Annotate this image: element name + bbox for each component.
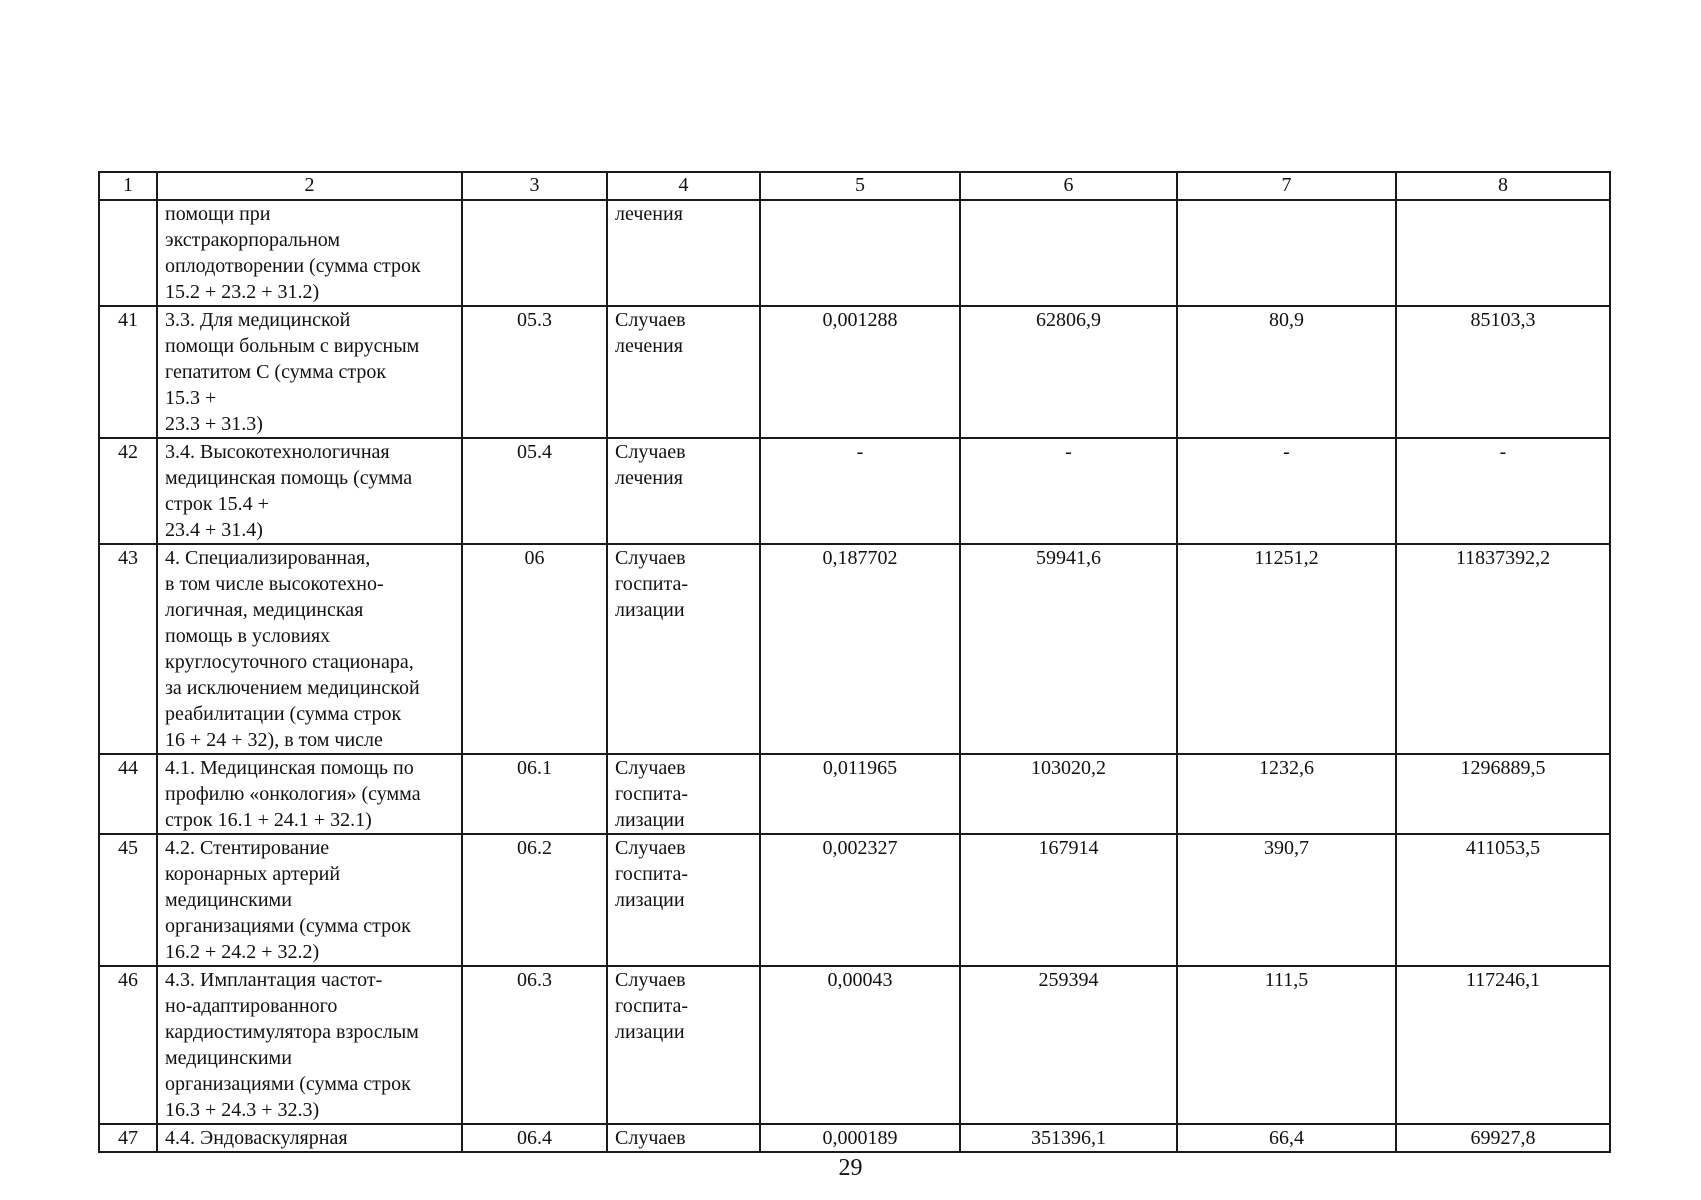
indicator-name-cell: 3.3. Для медицинской помощи больным с вирусным гепатитом С (сумма строк 15.3 + 23.3 + 31.3) xyxy=(157,306,462,438)
value-cell-col7: 1232,6 xyxy=(1177,754,1396,834)
indicator-name-cell: 4.1. Медицинская помощь по профилю «онкология» (сумма строк 16.1 + 24.1 + 32.1) xyxy=(157,754,462,834)
value-cell-col6: 167914 xyxy=(960,834,1177,966)
row-number-cell xyxy=(99,200,157,306)
row-number-cell: 42 xyxy=(99,438,157,544)
value-cell-col8: 411053,5 xyxy=(1396,834,1610,966)
unit-cell: Случаев госпита- лизации xyxy=(607,544,760,754)
header-cell-4: 4 xyxy=(607,172,760,200)
table-row xyxy=(99,754,1610,834)
value-cell-col8: - xyxy=(1396,438,1610,544)
value-cell-col5 xyxy=(760,200,960,306)
row-code-cell: 05.4 xyxy=(462,438,607,544)
header-cell-2: 2 xyxy=(157,172,462,200)
indicator-name-cell: 4. Специализированная, в том числе высокотехно- логичная, медицинская помощь в условиях круглосуточного стационара, за исключением медицинской реабилитации (сумма строк 16 + 24 + 32), в том числе xyxy=(157,544,462,754)
table-row xyxy=(99,438,1610,544)
page-number: 29 xyxy=(838,1155,863,1181)
value-cell-col5: 0,001288 xyxy=(760,306,960,438)
value-cell-col6: 62806,9 xyxy=(960,306,1177,438)
unit-cell: Случаев госпита- лизации xyxy=(607,754,760,834)
header-cell-8: 8 xyxy=(1396,172,1610,200)
value-cell-col6: 259394 xyxy=(960,966,1177,1124)
table-row xyxy=(99,966,1610,1124)
value-cell-col5: 0,002327 xyxy=(760,834,960,966)
value-cell-col5: 0,187702 xyxy=(760,544,960,754)
value-cell-col7: 111,5 xyxy=(1177,966,1396,1124)
value-cell-col6: - xyxy=(960,438,1177,544)
document-sheet xyxy=(98,171,1609,1153)
value-cell-col6: 103020,2 xyxy=(960,754,1177,834)
row-code-cell: 06.1 xyxy=(462,754,607,834)
column-number-header-row xyxy=(99,172,1610,200)
value-cell-col7: 66,4 xyxy=(1177,1124,1396,1152)
row-number-cell: 45 xyxy=(99,834,157,966)
table-row xyxy=(99,834,1610,966)
value-cell-col7: 80,9 xyxy=(1177,306,1396,438)
indicator-name-cell: 4.2. Стентирование коронарных артерий медицинскими организациями (сумма строк 16.2 + 24.2 + 32.2) xyxy=(157,834,462,966)
value-cell-col8 xyxy=(1396,200,1610,306)
indicator-name-cell: 3.4. Высокотехнологичная медицинская помощь (сумма строк 15.4 + 23.4 + 31.4) xyxy=(157,438,462,544)
row-code-cell: 05.3 xyxy=(462,306,607,438)
value-cell-col7 xyxy=(1177,200,1396,306)
row-code-cell: 06.2 xyxy=(462,834,607,966)
header-cell-6: 6 xyxy=(960,172,1177,200)
unit-cell: Случаев xyxy=(607,1124,760,1152)
value-cell-col8: 1296889,5 xyxy=(1396,754,1610,834)
value-cell-col7: 11251,2 xyxy=(1177,544,1396,754)
unit-cell: Случаев госпита- лизации xyxy=(607,834,760,966)
value-cell-col7: 390,7 xyxy=(1177,834,1396,966)
row-code-cell: 06.3 xyxy=(462,966,607,1124)
row-number-cell: 46 xyxy=(99,966,157,1124)
row-number-cell: 43 xyxy=(99,544,157,754)
value-cell-col5: 0,00043 xyxy=(760,966,960,1124)
row-number-cell: 47 xyxy=(99,1124,157,1152)
table-row xyxy=(99,544,1610,754)
header-cell-3: 3 xyxy=(462,172,607,200)
value-cell-col5: 0,011965 xyxy=(760,754,960,834)
value-cell-col8: 11837392,2 xyxy=(1396,544,1610,754)
row-code-cell xyxy=(462,200,607,306)
unit-cell: лечения xyxy=(607,200,760,306)
table-row xyxy=(99,306,1610,438)
header-cell-7: 7 xyxy=(1177,172,1396,200)
indicator-name-cell: помощи при экстракорпоральном оплодотворении (сумма строк 15.2 + 23.2 + 31.2) xyxy=(157,200,462,306)
unit-cell: Случаев лечения xyxy=(607,438,760,544)
data-table xyxy=(98,171,1611,1153)
value-cell-col7: - xyxy=(1177,438,1396,544)
value-cell-col6: 59941,6 xyxy=(960,544,1177,754)
row-number-cell: 41 xyxy=(99,306,157,438)
header-cell-1: 1 xyxy=(99,172,157,200)
value-cell-col5: - xyxy=(760,438,960,544)
value-cell-col6: 351396,1 xyxy=(960,1124,1177,1152)
value-cell-col8: 69927,8 xyxy=(1396,1124,1610,1152)
unit-cell: Случаев госпита- лизации xyxy=(607,966,760,1124)
unit-cell: Случаев лечения xyxy=(607,306,760,438)
value-cell-col8: 117246,1 xyxy=(1396,966,1610,1124)
value-cell-col8: 85103,3 xyxy=(1396,306,1610,438)
header-cell-5: 5 xyxy=(760,172,960,200)
value-cell-col5: 0,000189 xyxy=(760,1124,960,1152)
value-cell-col6 xyxy=(960,200,1177,306)
indicator-name-cell: 4.4. Эндоваскулярная xyxy=(157,1124,462,1152)
table-row xyxy=(99,200,1610,306)
row-code-cell: 06.4 xyxy=(462,1124,607,1152)
row-number-cell: 44 xyxy=(99,754,157,834)
indicator-name-cell: 4.3. Имплантация частот- но-адаптированного кардиостимулятора взрослым медицинскими организациями (сумма строк 16.3 + 24.3 + 32.3) xyxy=(157,966,462,1124)
row-code-cell: 06 xyxy=(462,544,607,754)
table-row xyxy=(99,1124,1610,1152)
